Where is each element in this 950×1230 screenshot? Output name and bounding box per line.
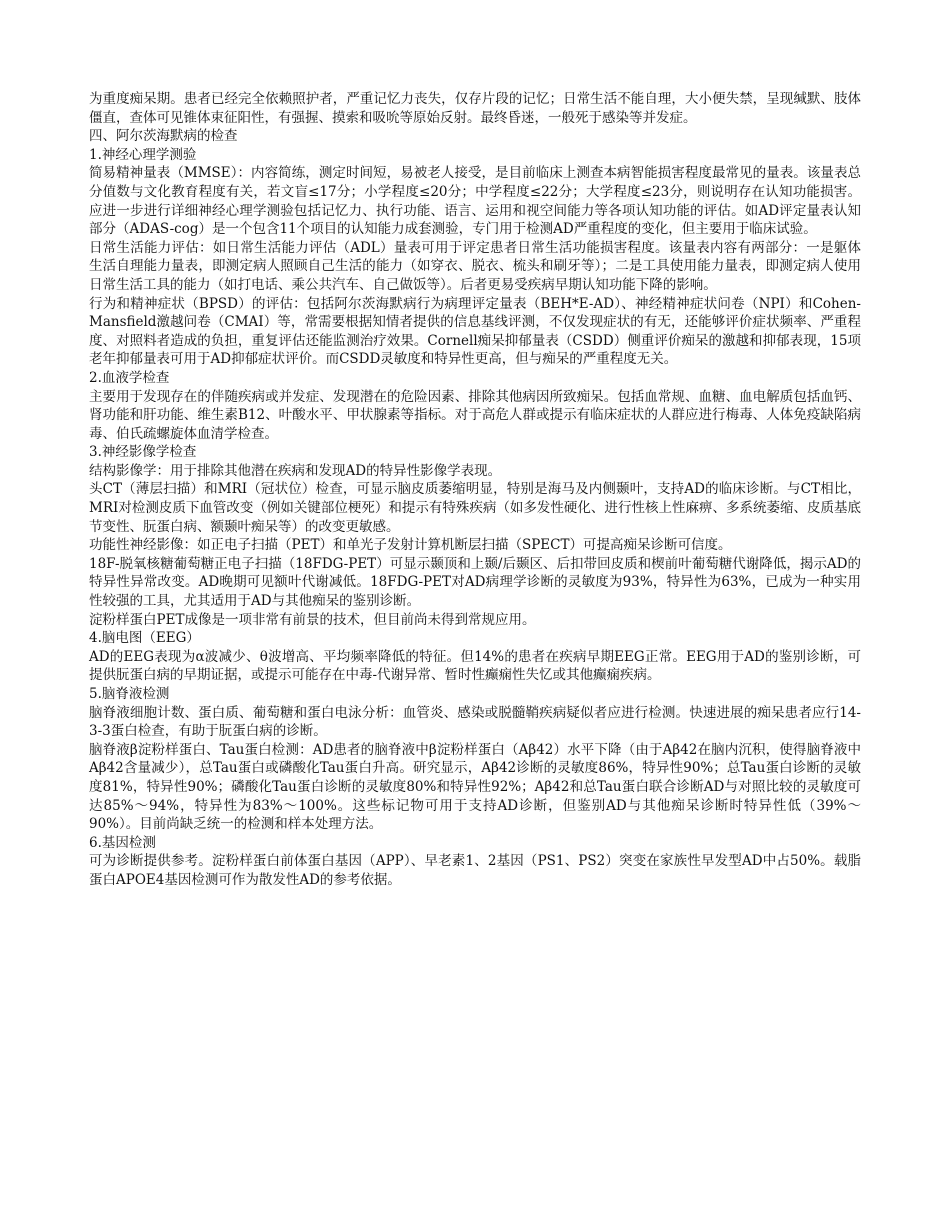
- subheading-neuropsych-tests: 1.神经心理学测验: [89, 146, 197, 163]
- document-body: [89, 90, 861, 890]
- paragraph-mmse: 简易精神量表（MMSE）：内容简练，测定时间短，易被老人接受，是目前临床上测查本病智能损害程度最常见的量表。该量表总分值数与文化教育程度有关，若文盲≤17分；小学程度≤20分；中学程度≤22分；大学程度≤23分，则说明存在认知功能损害。应进一步进行详细神经心理学测验包括记忆力、执行功能、语言、运用和视空间能力等各项认知功能的评估。如AD评定量表认知部分（ADAS-cog）是一个包含11个项目的认知能力成套测验，专门用于检测AD严重程度的变化，但主要用于临床试验。: [89, 165, 861, 238]
- subheading-csf: 5.脑脊液检测: [89, 686, 170, 702]
- paragraph-blood-tests: 主要用于发现存在的伴随疾病或并发症、发现潜在的危险因素、排除其他病因所致痴呆。包括血常规、血糖、血电解质包括血钙、肾功能和肝功能、维生素B12、叶酸水平、甲状腺素等指标。对于高危人群或提示有临床症状的人群应进行梅毒、人体免疫缺陷病毒、伯氏疏螺旋体血清学检查。: [89, 388, 861, 442]
- paragraph-functional-imaging: 功能性神经影像：如正电子扫描（PET）和单光子发射计算机断层扫描（SPECT）可提高痴呆诊断可信度。: [89, 537, 732, 554]
- subheading-eeg: 4.脑电图（EEG）: [89, 630, 200, 647]
- paragraph-bpsd: 行为和精神症状（BPSD）的评估：包括阿尔茨海默病行为病理评定量表（BEH*E-AD）、神经精神症状问卷（NPI）和Cohen-Mansfield激越问卷（CMAI）等，常需要根据知情者提供的信息基线评测，不仅发现症状的有无，还能够评价症状频率、严重程度、对照料者造成的负担，重复评估还能监测治疗效果。Cornell痴呆抑郁量表（CSDD）侧重评价痴呆的激越和抑郁表现，15项老年抑郁量表可用于AD抑郁症状评价。而CSDD灵敏度和特异性更高，但与痴呆的严重程度无关。: [89, 295, 861, 368]
- paragraph-amyloid-pet: 淀粉样蛋白PET成像是一项非常有前景的技术，但目前尚未得到常规应用。: [89, 611, 536, 628]
- paragraph-csf-biomarkers: 脑脊液β淀粉样蛋白、Tau蛋白检测：AD患者的脑脊液中β淀粉样蛋白（Aβ42）水平下降（由于Aβ42在脑内沉积，使得脑脊液中Aβ42含量减少），总Tau蛋白或磷酸化Tau蛋白升高。研究显示，Aβ42诊断的灵敏度86%，特异性90%；总Tau蛋白诊断的灵敏度81%，特异性90%；磷酸化Tau蛋白诊断的灵敏度80%和特异性92%；Aβ42和总Tau蛋白联合诊断AD与对照比较的灵敏度可达85%～94%，特异性为83%～100%。这些标记物可用于支持AD诊断，但鉴别AD与其他痴呆诊断时特异性低（39%～90%）。目前尚缺乏统一的检测和样本处理方法。: [89, 741, 861, 833]
- paragraph-fdg-pet: 18F-脱氧核糖葡萄糖正电子扫描（18FDG-PET）可显示颞顶和上颞/后颞区、后扣带回皮质和楔前叶葡萄糖代谢降低，揭示AD的特异性异常改变。AD晚期可见额叶代谢减低。18FDG-PET对AD病理学诊断的灵敏度为93%，特异性为63%，已成为一种实用性较强的工具，尤其适用于AD与其他痴呆的鉴别诊断。: [89, 555, 861, 610]
- paragraph-csf-basic: 脑脊液细胞计数、蛋白质、葡萄糖和蛋白电泳分析：血管炎、感染或脱髓鞘疾病疑似者应进行检测。快速进展的痴呆患者应行14-3-3蛋白检查，有助于朊蛋白病的诊断。: [89, 704, 861, 740]
- subheading-neuroimaging: 3.神经影像学检查: [89, 444, 197, 461]
- paragraph-ct-mri: 头CT（薄层扫描）和MRI（冠状位）检查，可显示脑皮质萎缩明显，特别是海马及内侧颞叶，支持AD的临床诊断。与CT相比，MRI对检测皮质下血管改变（例如关键部位梗死）和提示有特殊疾病（如多发性硬化、进行性核上性麻痹、多系统萎缩、皮质基底节变性、朊蛋白病、额颞叶痴呆等）的改变更敏感。: [89, 481, 861, 535]
- subheading-genetic-testing: 6.基因检测: [89, 834, 156, 851]
- subheading-blood-tests: 2.血液学检查: [89, 369, 170, 386]
- paragraph-severe-stage: 为重度痴呆期。患者已经完全依赖照护者，严重记忆力丧失，仅存片段的记忆；日常生活不能自理，大小便失禁，呈现缄默、肢体僵直，查体可见锥体束征阳性，有强握、摸索和吸吮等原始反射。最终昏迷，一般死于感染等并发症。: [89, 91, 861, 126]
- paragraph-adl: 日常生活能力评估：如日常生活能力评估（ADL）量表可用于评定患者日常生活功能损害程度。该量表内容有两部分：一是躯体生活自理能力量表，即测定病人照顾自己生活的能力（如穿衣、脱衣、梳头和刷牙等）；二是工具使用能力量表，即测定病人使用日常生活工具的能力（如打电话、乘公共汽车、自己做饭等）。后者更易受疾病早期认知功能下降的影响。: [89, 239, 861, 293]
- paragraph-structural-imaging: 结构影像学：用于排除其他潜在疾病和发现AD的特异性影像学表现。: [89, 462, 502, 479]
- paragraph-eeg: AD的EEG表现为α波减少、θ波增高、平均频率降低的特征。但14%的患者在疾病早期EEG正常。EEG用于AD的鉴别诊断，可提供朊蛋白病的早期证据，或提示可能存在中毒-代谢异常、暂时性癫痫性失忆或其他癫痫疾病。: [89, 648, 861, 684]
- paragraph-genetic-testing: 可为诊断提供参考。淀粉样蛋白前体蛋白基因（APP）、早老素1、2基因（PS1、PS2）突变在家族性早发型AD中占50%。载脂蛋白APOE4基因检测可作为散发性AD的参考依据。: [89, 853, 861, 888]
- section-heading-examinations: 四、阿尔茨海默病的检查: [89, 128, 238, 145]
